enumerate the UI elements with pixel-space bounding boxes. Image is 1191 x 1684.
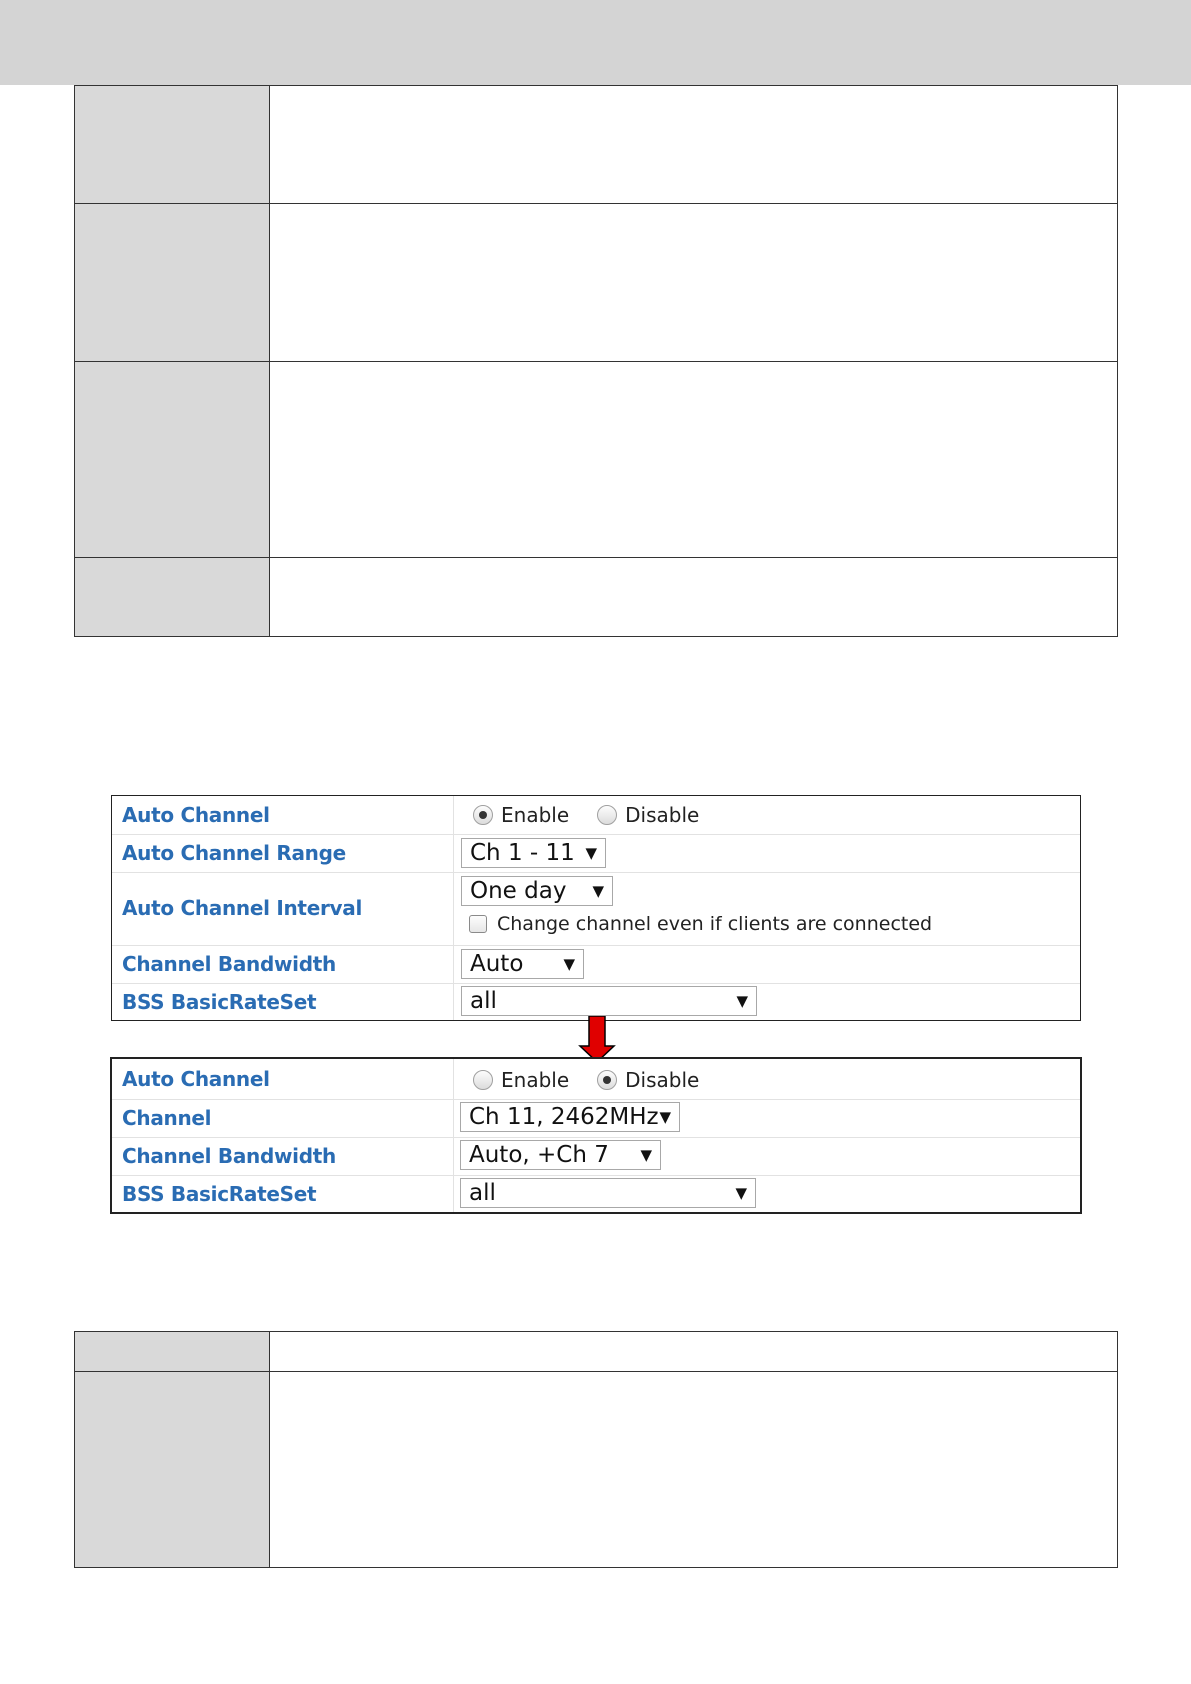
table-label-cell bbox=[75, 362, 270, 558]
triangle-down-icon: ▼ bbox=[640, 1146, 652, 1164]
disable-radio[interactable] bbox=[597, 805, 617, 825]
auto-channel-range-select[interactable] bbox=[461, 838, 606, 868]
setting-row-auto-channel bbox=[112, 796, 1080, 835]
setting-label: Auto Channel bbox=[122, 1067, 270, 1091]
select-value: all bbox=[470, 988, 497, 1014]
table-description-cell bbox=[270, 558, 1118, 637]
setting-row-auto-channel bbox=[112, 1059, 1080, 1100]
channel-select[interactable] bbox=[460, 1102, 680, 1132]
table-description-cell bbox=[270, 1372, 1118, 1568]
red-down-arrow-icon bbox=[574, 1016, 620, 1062]
disable-radio[interactable] bbox=[597, 1070, 617, 1090]
bss-basicrateset-select[interactable] bbox=[460, 1178, 756, 1208]
auto-channel-radio-group bbox=[473, 1068, 727, 1092]
select-value: all bbox=[469, 1180, 496, 1206]
auto-channel-disabled-panel bbox=[110, 1057, 1082, 1214]
triangle-down-icon: ▼ bbox=[735, 1184, 747, 1202]
radio-label-enable: Enable bbox=[501, 1068, 570, 1092]
description-table-top bbox=[74, 85, 1118, 637]
setting-label: Channel bbox=[122, 1106, 212, 1130]
triangle-down-icon: ▼ bbox=[585, 844, 597, 862]
table-row bbox=[75, 362, 1118, 558]
triangle-down-icon: ▼ bbox=[563, 955, 575, 973]
checkbox-label: Change channel even if clients are connected bbox=[497, 913, 933, 935]
setting-label: Auto Channel bbox=[122, 803, 270, 827]
setting-label: BSS BasicRateSet bbox=[122, 990, 317, 1014]
setting-label: Channel Bandwidth bbox=[122, 952, 336, 976]
select-value: One day bbox=[470, 878, 567, 904]
setting-row-auto-channel-range bbox=[112, 834, 1080, 873]
setting-label: Channel Bandwidth bbox=[122, 1144, 336, 1168]
select-value: Auto bbox=[470, 951, 524, 977]
setting-row-channel-bandwidth bbox=[112, 945, 1080, 984]
triangle-down-icon: ▼ bbox=[659, 1108, 671, 1126]
setting-row-bss-basicrateset bbox=[112, 1175, 1080, 1211]
table-header-cell bbox=[270, 1332, 1118, 1372]
table-label-cell bbox=[75, 204, 270, 362]
table-description-cell bbox=[270, 362, 1118, 558]
auto-channel-enabled-panel bbox=[111, 795, 1081, 1021]
change-channel-checkbox-line bbox=[469, 913, 932, 935]
enable-radio[interactable] bbox=[473, 1070, 493, 1090]
table-row bbox=[75, 86, 1118, 204]
bss-basicrateset-select[interactable] bbox=[461, 986, 757, 1016]
setting-row-bss-basicrateset bbox=[112, 983, 1080, 1019]
change-channel-checkbox[interactable] bbox=[469, 915, 487, 933]
auto-channel-interval-select[interactable] bbox=[461, 876, 613, 906]
setting-row-auto-channel-interval bbox=[112, 872, 1080, 946]
table-label-cell bbox=[75, 1372, 270, 1568]
triangle-down-icon: ▼ bbox=[736, 992, 748, 1010]
setting-label: BSS BasicRateSet bbox=[122, 1182, 317, 1206]
auto-channel-radio-group bbox=[473, 803, 727, 827]
channel-bandwidth-select[interactable] bbox=[460, 1140, 661, 1170]
setting-label: Auto Channel Range bbox=[122, 841, 346, 865]
triangle-down-icon: ▼ bbox=[592, 882, 604, 900]
table-header-cell bbox=[75, 1332, 270, 1372]
channel-bandwidth-select[interactable] bbox=[461, 949, 584, 979]
table-row bbox=[75, 204, 1118, 362]
setting-row-channel bbox=[112, 1099, 1080, 1138]
radio-label-disable: Disable bbox=[625, 1068, 700, 1092]
radio-label-enable: Enable bbox=[501, 803, 570, 827]
table-row bbox=[75, 558, 1118, 637]
setting-row-channel-bandwidth bbox=[112, 1137, 1080, 1176]
table-description-cell bbox=[270, 86, 1118, 204]
table-label-cell bbox=[75, 558, 270, 637]
description-table-bottom bbox=[74, 1331, 1118, 1568]
table-header-row bbox=[75, 1332, 1118, 1372]
table-row bbox=[75, 1372, 1118, 1568]
setting-label: Auto Channel Interval bbox=[122, 896, 363, 920]
select-value: Auto, +Ch 7 bbox=[469, 1142, 609, 1168]
table-label-cell bbox=[75, 86, 270, 204]
select-value: Ch 11, 2462MHz bbox=[469, 1104, 659, 1130]
table-description-cell bbox=[270, 204, 1118, 362]
select-value: Ch 1 - 11 bbox=[470, 840, 575, 866]
radio-label-disable: Disable bbox=[625, 803, 700, 827]
enable-radio[interactable] bbox=[473, 805, 493, 825]
page-header-band bbox=[0, 0, 1191, 85]
